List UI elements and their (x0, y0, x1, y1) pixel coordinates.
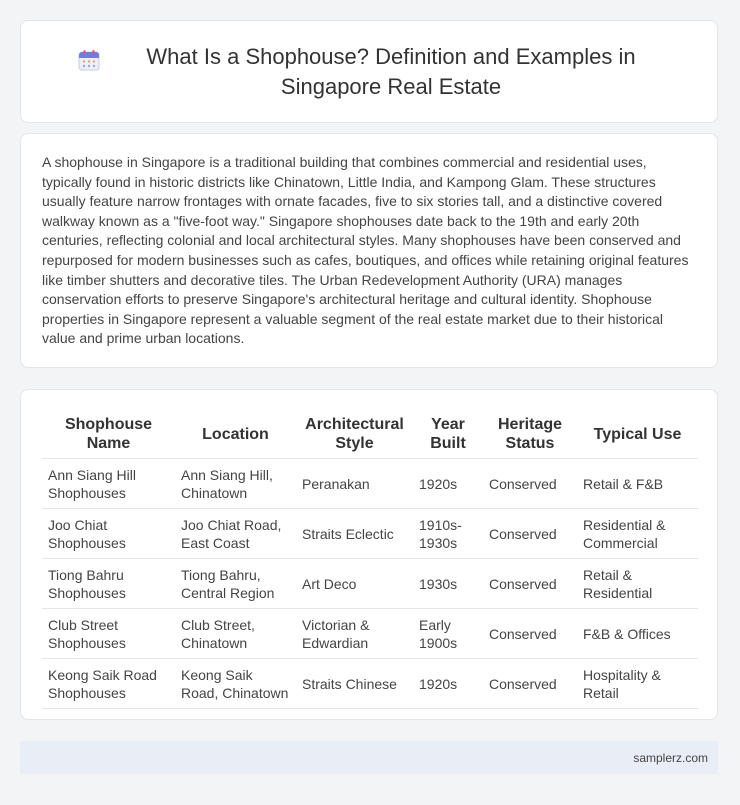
table-header-row (42, 410, 698, 459)
table-row (42, 509, 698, 559)
table-cell: 1920s (413, 659, 483, 709)
footer-bar (20, 741, 718, 774)
table-cell: Art Deco (296, 559, 413, 609)
table-row (42, 659, 698, 709)
table-cell: Club Street, Chinatown (175, 609, 296, 659)
footer-site-label: samplerz.com (633, 750, 708, 765)
table-row (42, 559, 698, 609)
table-cell: Ann Siang Hill, Chinatown (175, 459, 296, 509)
calendar-icon (77, 48, 101, 72)
table-cell: Early 1900s (413, 609, 483, 659)
table-cell: Victorian & Edwardian (296, 609, 413, 659)
table-cell: Conserved (483, 609, 577, 659)
table-cell: Joo Chiat Road, East Coast (175, 509, 296, 559)
intro-paragraph: A shophouse in Singapore is a traditional building that combines commercial and residential uses, typically found in historic districts like Chinatown, Little India, and Kampong Glam. These structures usually feature narrow frontages with ornate facades, five to six stories tall, and a distinctive covered walkway known as a "five-foot way." Singapore shophouses date back to the 19th and early 20th centuries, reflecting colonial and local architectural styles. Many shophouses have been conserved and repurposed for modern businesses such as cafes, boutiques, and offices while retaining original features like timber shutters and decorative tiles. The Urban Redevelopment Authority (URA) manages conservation efforts to preserve Singapore's architectural heritage and cultural identity. Shophouse properties in Singapore represent a valuable segment of the real estate market due to their historical value and prime urban locations. (42, 154, 689, 347)
table-cell: 1910s-1930s (413, 509, 483, 559)
title-card (20, 20, 718, 123)
table-cell: Conserved (483, 459, 577, 509)
table-cell: Straits Eclectic (296, 509, 413, 559)
table-cell: Club Street Shophouses (42, 609, 175, 659)
table-cell: Keong Saik Road Shophouses (42, 659, 175, 709)
table-cell: F&B & Offices (577, 609, 698, 659)
column-header: Location (175, 410, 296, 459)
column-header: Shophouse Name (42, 410, 175, 459)
title-wrap (77, 42, 661, 102)
table-row (42, 459, 698, 509)
table-cell: Joo Chiat Shophouses (42, 509, 175, 559)
table-cell: Residential & Commercial (577, 509, 698, 559)
intro-card (20, 133, 718, 368)
column-header: Heritage Status (483, 410, 577, 459)
table-cell: Straits Chinese (296, 659, 413, 709)
table-cell: Ann Siang Hill Shophouses (42, 459, 175, 509)
column-header: Architectural Style (296, 410, 413, 459)
table-cell: Retail & Residential (577, 559, 698, 609)
table-card (20, 389, 718, 720)
shophouse-table (42, 410, 698, 709)
table-cell: Conserved (483, 659, 577, 709)
column-header: Year Built (413, 410, 483, 459)
column-header: Typical Use (577, 410, 698, 459)
table-cell: 1920s (413, 459, 483, 509)
table-cell: 1930s (413, 559, 483, 609)
table-cell: Retail & F&B (577, 459, 698, 509)
table-cell: Tiong Bahru, Central Region (175, 559, 296, 609)
table-cell: Hospitality & Retail (577, 659, 698, 709)
table-row (42, 609, 698, 659)
table-cell: Peranakan (296, 459, 413, 509)
table-cell: Tiong Bahru Shophouses (42, 559, 175, 609)
table-cell: Conserved (483, 559, 577, 609)
table-cell: Conserved (483, 509, 577, 559)
page-title: What Is a Shophouse? Definition and Examples in Singapore Real Estate (146, 43, 636, 99)
table-cell: Keong Saik Road, Chinatown (175, 659, 296, 709)
